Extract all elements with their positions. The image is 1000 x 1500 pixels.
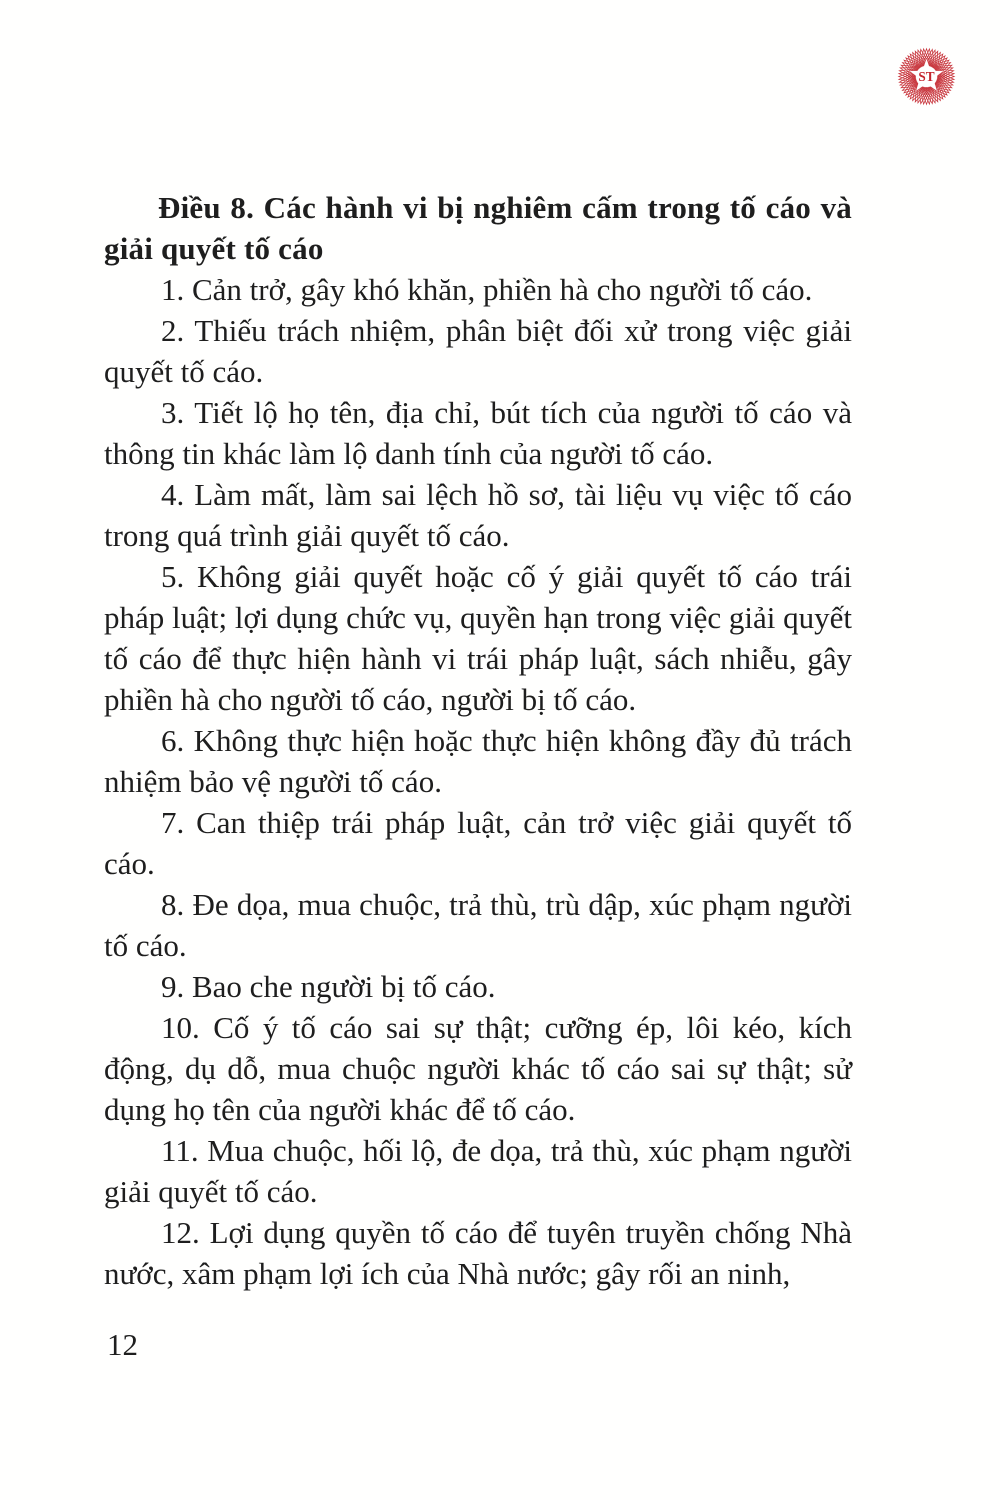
star-burst-icon [895, 45, 958, 108]
article-item: 2. Thiếu trách nhiệm, phân biệt đối xử trong việc giải quyết tố cáo. [104, 313, 852, 389]
article-item: 5. Không giải quyết hoặc cố ý giải quyết tố cáo trái pháp luật; lợi dụng chức vụ, quyền hạn trong việc giải quyết tố cáo để thực hiện hành vi trái pháp luật, sách nhiễu, gây phiền hà cho người tố cáo, người bị tố cáo. [104, 559, 852, 717]
page-number: 12 [107, 1327, 138, 1362]
article-item: 12. Lợi dụng quyền tố cáo để tuyên truyền chống Nhà nước, xâm phạm lợi ích của Nhà nước; gây rối an ninh, [104, 1215, 852, 1291]
article-item-list [104, 269, 852, 1294]
article-item: 3. Tiết lộ họ tên, địa chỉ, bút tích của người tố cáo và thông tin khác làm lộ danh tính của người tố cáo. [104, 395, 852, 471]
article-item: 9. Bao che người bị tố cáo. [161, 969, 496, 1004]
article-item: 1. Cản trở, gây khó khăn, phiền hà cho người tố cáo. [161, 272, 813, 307]
logo-monogram: ST [918, 68, 935, 84]
article-item: 8. Đe dọa, mua chuộc, trả thù, trù dập, xúc phạm người tố cáo. [104, 887, 852, 963]
publisher-logo [895, 45, 958, 108]
article-item: 10. Cố ý tố cáo sai sự thật; cưỡng ép, lôi kéo, kích động, dụ dỗ, mua chuộc người khác tố cáo sai sự thật; sử dụng họ tên của người khác để tố cáo. [104, 1010, 852, 1127]
article-item: 6. Không thực hiện hoặc thực hiện không đầy đủ trách nhiệm bảo vệ người tố cáo. [104, 723, 852, 799]
article-body [104, 187, 852, 1294]
article-item: 7. Can thiệp trái pháp luật, cản trở việc giải quyết tố cáo. [104, 805, 852, 881]
article-item: 4. Làm mất, làm sai lệch hồ sơ, tài liệu vụ việc tố cáo trong quá trình giải quyết tố cáo. [104, 477, 852, 553]
article-title: Điều 8. Các hành vi bị nghiêm cấm trong tố cáo và giải quyết tố cáo [104, 190, 852, 266]
article-item: 11. Mua chuộc, hối lộ, đe dọa, trả thù, xúc phạm người giải quyết tố cáo. [104, 1133, 852, 1209]
